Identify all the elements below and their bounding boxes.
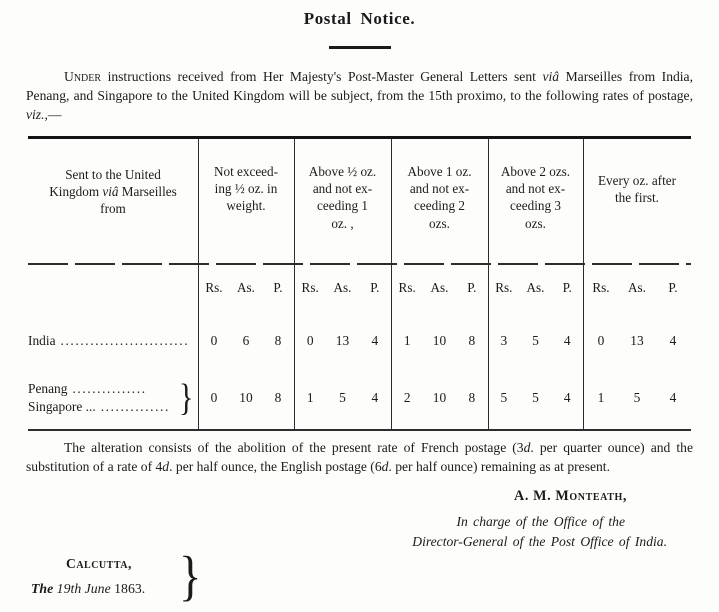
cell-value: 4 xyxy=(563,333,571,349)
intro-via-italic: viâ xyxy=(542,69,560,84)
cell-value: 13 xyxy=(335,333,350,349)
signature-role-line-1: In charge of the Office of the xyxy=(456,514,625,530)
cell-value: 6 xyxy=(242,333,250,349)
table-column-rule xyxy=(391,139,392,429)
cell-value: Rs. xyxy=(205,280,223,296)
cell-value: 10 xyxy=(432,333,447,349)
rate-cell xyxy=(583,315,691,367)
row-label-lines xyxy=(28,380,176,416)
cell-value: 1 xyxy=(597,390,605,406)
header-line: ozs. xyxy=(429,215,450,231)
closing-d-italic: d xyxy=(523,440,531,456)
currency-units-row xyxy=(28,265,691,315)
intro-text-1: instructions received from Her Majesty's Post-Master General Letters sent xyxy=(101,69,543,84)
rate-cell xyxy=(488,367,583,429)
rate-cell xyxy=(294,367,391,429)
cell-value: P. xyxy=(467,280,477,296)
header-line: weight. xyxy=(226,198,266,214)
cell-value: 13 xyxy=(630,333,644,349)
rate-cell xyxy=(198,367,294,429)
table-column-rule xyxy=(294,139,295,429)
intro-dash: — xyxy=(47,107,62,123)
cell-value: 5 xyxy=(633,390,641,406)
cell-value: 4 xyxy=(563,390,571,406)
cell-value: Rs. xyxy=(592,280,610,296)
cell-value: 0 xyxy=(306,333,314,349)
cell-value: P. xyxy=(273,280,283,296)
intro-paragraph xyxy=(26,67,693,124)
header-line: ozs. xyxy=(525,215,546,231)
closing-paragraph xyxy=(26,438,693,476)
rate-cell xyxy=(391,315,488,367)
currency-units-cell xyxy=(391,265,488,315)
row-label-line xyxy=(28,380,176,398)
intro-viz-italic: viz., xyxy=(26,107,48,123)
cell-value: 4 xyxy=(371,333,379,349)
column-header-3-ozs xyxy=(488,139,583,265)
closing-d-italic: d xyxy=(381,459,389,475)
header-line: Above 2 ozs. xyxy=(500,164,571,180)
rate-cell xyxy=(391,367,488,429)
header-line: the first. xyxy=(615,190,659,206)
cell-value: 4 xyxy=(669,333,677,349)
table-row-india xyxy=(28,315,691,367)
header-line: Every oz. after xyxy=(598,173,676,189)
column-header-origin xyxy=(28,139,198,265)
cell-value: As. xyxy=(430,280,449,296)
cell-value: 5 xyxy=(532,333,539,349)
dateline-place: Calcutta, xyxy=(66,556,132,571)
column-header-half-oz xyxy=(198,139,294,265)
page-title: Postal Notice. xyxy=(303,9,416,28)
closing-text-2: . per quarter ounce) and the substitution of a rate of 4 xyxy=(26,440,693,475)
cell-value: 8 xyxy=(468,333,476,349)
cell-value: P. xyxy=(562,280,572,296)
cell-value: As. xyxy=(526,280,545,296)
postage-rate-table xyxy=(28,136,691,431)
header-line: ceeding 3 xyxy=(510,198,561,214)
table-column-rule xyxy=(488,139,489,429)
cell-value: 5 xyxy=(500,390,508,406)
dateline-the: The xyxy=(31,581,54,596)
row-label-line xyxy=(28,398,176,416)
row-label: India xyxy=(28,333,56,349)
header-line: Above 1 oz. xyxy=(407,164,472,180)
header-line: oz. , xyxy=(331,215,354,231)
origin-header-text: Sent to the United Kingdom xyxy=(49,167,161,200)
cell-value: 4 xyxy=(371,390,379,406)
cell-value: 0 xyxy=(210,333,218,349)
header-line: and not ex- xyxy=(505,181,566,197)
dateline-day-month: 19th June xyxy=(53,581,115,596)
rate-cell xyxy=(294,315,391,367)
currency-units-cell xyxy=(583,265,691,315)
row-label-cell xyxy=(28,367,198,429)
cell-value: 8 xyxy=(274,390,282,406)
rate-cell xyxy=(488,315,583,367)
cell-value: As. xyxy=(333,280,352,296)
header-line: Not exceed- xyxy=(213,164,279,180)
cell-value: Rs. xyxy=(398,280,416,296)
intro-lead-word: Under xyxy=(64,69,102,84)
row-label: Singapore ... xyxy=(28,399,96,415)
empty-cell xyxy=(28,265,198,315)
header-line: and not ex- xyxy=(312,181,373,197)
signature-role-line-2: Director-General of the Post Office of India. xyxy=(412,534,667,550)
cell-value: Rs. xyxy=(301,280,319,296)
closing-text-4: . per half ounce) remaining as at present. xyxy=(388,459,610,475)
dotted-leader: ............... xyxy=(72,381,147,396)
cell-value: 5 xyxy=(532,390,539,406)
cell-value: 1 xyxy=(306,390,314,406)
dateline-year: 1863. xyxy=(114,581,146,596)
table-column-rule xyxy=(198,139,199,429)
currency-units-cell xyxy=(488,265,583,315)
table-column-rule xyxy=(583,139,584,429)
cell-value: 10 xyxy=(432,390,447,406)
rate-cell xyxy=(583,367,691,429)
column-header-2-ozs xyxy=(391,139,488,265)
cell-value: 5 xyxy=(339,390,346,406)
intro-text-2: Marseilles from India, Penang, and Singapore to the United Kingdom will be subject, from the 15th proximo, to the following rates of postage, xyxy=(26,69,693,104)
column-header-every-oz xyxy=(583,139,691,265)
row-label: Penang xyxy=(28,381,68,396)
dotted-leader: .............. xyxy=(100,399,170,415)
header-line: ceeding 1 xyxy=(317,198,368,214)
dateline-brace: } xyxy=(178,545,202,606)
cell-value: As. xyxy=(628,280,646,296)
cell-value: As. xyxy=(237,280,255,296)
rate-cell xyxy=(198,315,294,367)
closing-d-italic: d xyxy=(162,459,170,475)
cell-value: 3 xyxy=(500,333,508,349)
cell-value: 8 xyxy=(274,333,282,349)
header-line: ceeding 2 xyxy=(414,198,465,214)
row-grouping-brace: } xyxy=(178,377,194,420)
cell-value: 1 xyxy=(403,333,411,349)
cell-value: 8 xyxy=(468,390,476,406)
cell-value: 0 xyxy=(210,390,218,406)
closing-text-1: The alteration consists of the abolition of the present rate of French postage (3 xyxy=(64,440,524,456)
table-header-separator xyxy=(28,263,691,265)
title-divider-rule xyxy=(329,46,391,49)
dotted-leader: .......................... xyxy=(60,333,190,349)
cell-value: 10 xyxy=(239,390,253,406)
currency-units-cell xyxy=(198,265,294,315)
cell-value: Rs. xyxy=(495,280,513,296)
table-row-penang-singapore xyxy=(28,367,691,429)
cell-value: P. xyxy=(668,280,678,296)
cell-value: 4 xyxy=(669,390,677,406)
table-header-row xyxy=(28,139,691,265)
closing-text-3: . per half ounce, the English postage (6 xyxy=(169,459,382,475)
cell-value: P. xyxy=(370,280,380,296)
origin-header-via-italic: viâ xyxy=(102,184,119,200)
currency-units-cell xyxy=(294,265,391,315)
cell-value: 0 xyxy=(597,333,605,349)
header-line: Above ½ oz. xyxy=(308,164,377,180)
header-line: ing ½ oz. in xyxy=(214,181,278,197)
dateline-date xyxy=(31,581,145,597)
signature-name: A. M. Monteath, xyxy=(513,488,627,505)
row-label-cell xyxy=(28,315,198,367)
cell-value: 2 xyxy=(403,390,411,406)
origin-header-text-2: Marseilles from xyxy=(100,184,177,217)
column-header-1-oz xyxy=(294,139,391,265)
header-line: and not ex- xyxy=(409,181,470,197)
